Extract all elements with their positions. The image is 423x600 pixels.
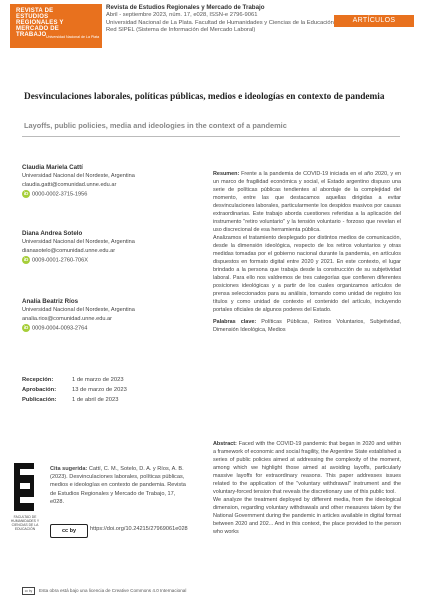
faculty-emblem-icon (10, 461, 38, 513)
published-date: Publicación: 1 de abril de 2023 (22, 397, 119, 403)
author-block (22, 229, 188, 265)
journal-network[interactable]: Red SIPEL (Sistema de Información del Mercado Laboral) (106, 27, 256, 34)
logo-line: REVISTA DE (16, 8, 54, 14)
section-badge: ARTÍCULOS (334, 15, 414, 27)
author-orcid[interactable] (22, 324, 188, 333)
orcid-icon: iD (23, 257, 29, 262)
article-dates (22, 375, 192, 405)
journal-name: Revista de Estudios Regionales y Mercado de Trabajo (106, 4, 265, 11)
abstract-en-p1: Faced with the COVID-19 pandemic that began in 2020 and within a framework of economic and social fragility, the Argentine State established a series of public policies aimed at addressing the complexity of the moment, among which we highlight those aimed at avoiding layoffs, particularly massive layoffs for extraordinary reasons. This paper addresses issues related to the application of the "voluntary withdrawal" instrument and the voluntary-forced tension that reveals the discretionary use of this public tool. (213, 441, 401, 495)
abstract-en (213, 440, 401, 536)
article-title-en: Layoffs, public policies, media and ideologies in the context of a pandemic (24, 121, 287, 130)
author-affiliation: Universidad Nacional del Nordeste, Argentina (22, 173, 135, 179)
title-divider (22, 136, 400, 137)
logo-line: ESTUDIOS (16, 14, 49, 20)
citation-label: Cita sugerida: (50, 466, 88, 472)
cc-small-icon[interactable]: cc by (22, 587, 35, 595)
author-email[interactable]: analia.rios@comunidad.unne.edu.ar (22, 316, 112, 322)
journal-logo (10, 4, 102, 48)
emblem-caption: FACULTAD DE HUMANIDADES Y CIENCIAS DE LA EDUCACIÓN (10, 515, 40, 531)
orcid-icon: iD (23, 191, 29, 196)
received-date: Recepción: 1 de marzo de 2023 (22, 377, 124, 383)
journal-header (106, 4, 338, 35)
keywords: Políticas Públicas, Retiros Voluntarios, Subjetividad, Dimensión Ideológica, Medios (213, 319, 402, 333)
author-block (22, 163, 188, 199)
abstract-p1: Frente a la pandemia de COVID-19 iniciada en el año 2020, y en un marco de fragilidad económica y social, el Estado argentino dispuso una serie de políticas públicas tendientes al abordaje de la complejidad del momento, entre las que destacamos aquellas dirigidas a evitar desvinculaciones laborales, particularmente los despidos masivos por causas extraordinarias. Este trabajo aborda cuestiones referidas a la aplicación del instrumento "retiro voluntario" y la tensión voluntario - forzoso que revelan el uso discrecional de esa herramienta pública. (213, 171, 401, 233)
keywords-label: Palabras clave: (213, 319, 257, 325)
abstract-en-label: Abstract: (213, 441, 237, 447)
abstract-es (213, 170, 401, 334)
logo-line: TRABAJO (16, 32, 47, 38)
citation-text: Cattí, C. M., Sotelo, D. A. y Ríos, A. B. (2023). Desvinculaciones laborales, políticas públicas, medios e ideologías en contexto de pandemia. Revista de Estudios Regionales y Mercado de Trabajo, 17, e028. (50, 466, 186, 505)
license-footer (22, 587, 402, 595)
author-name: Diana Andrea Sotelo (22, 230, 83, 237)
orcid-id[interactable]: 0009-0001-2760-706X (32, 257, 88, 264)
license-text: Esta obra está bajo una licencia de Creative Commons 4.0 Internacional (39, 588, 187, 594)
author-name: Claudia Mariela Cattí (22, 164, 83, 171)
journal-institution: Universidad Nacional de La Plata. Facultad de Humanidades y Ciencias de la Educación (106, 19, 334, 26)
abstract-en-p2: We analyze the treatment deployed by different media, from the ideological dimension, regarding voluntary withdrawals and other measures taken by the National Government during the pandemic in articles available in digital format between 2020 and 202... And in this context, the place provided to the person who works (213, 497, 401, 535)
logo-line: REGIONALES Y (16, 20, 64, 26)
author-name: Analía Beatriz Ríos (22, 298, 79, 305)
logo-line: MERCADO DE (16, 26, 60, 32)
article-title: Desvinculaciones laborales, políticas públicas, medios e ideologías en contexto de pandemia (24, 92, 385, 102)
abstract-label: Resumen: (213, 171, 240, 177)
author-block (22, 297, 188, 333)
abstract-p2: Analizamos el tratamiento desplegado por distintos medios de comunicación, desde la dimensión ideológica, respecto de los retiros voluntarios y otras medidas tomadas por el gobierno nacional durante la pandemia, en artículos dispuestos en formato digital entre 2020 y 2021. En este contexto, el lugar brindado a la persona que trabaja desde la construcción de su subjetividad laboral. Para ello nos valdremos de tres categorías que confieren diferentes posiciones ideológicas y a partir de los cuales organizamos artículos de prensa seleccionados para su análisis, tomando como unidad de registro los títulos y como unidad de contexto el contenido del artículo, incluyendo portales oficiales de algunos poderes del Estado. (213, 235, 401, 313)
author-orcid[interactable] (22, 190, 188, 199)
approved-date: Aprobación: 13 de marzo de 2023 (22, 387, 127, 393)
cc-license-icon[interactable]: cc by (50, 524, 88, 538)
author-orcid[interactable] (22, 256, 188, 265)
logo-subtitle: Universidad Nacional de La Plata (46, 35, 100, 39)
orcid-icon: iD (23, 325, 29, 330)
orcid-id[interactable]: 0000-0002-3715-1956 (32, 191, 88, 198)
author-email[interactable]: dianasotelo@comunidad.unne.edu.ar (22, 248, 116, 254)
author-affiliation: Universidad Nacional del Nordeste, Argentina (22, 307, 135, 313)
author-email[interactable]: claudia.gatti@comunidad.unne.edu.ar (22, 182, 117, 188)
suggested-citation (50, 465, 186, 506)
author-affiliation: Universidad Nacional del Nordeste, Argentina (22, 239, 135, 245)
journal-issue: Abril - septiembre 2023, núm. 17, e028, ISSN-e 2796-9061 (106, 12, 258, 18)
orcid-id[interactable]: 0009-0004-0093-2764 (32, 325, 88, 332)
doi-link[interactable]: https://doi.org/10.24215/27969061e028 (90, 526, 188, 532)
